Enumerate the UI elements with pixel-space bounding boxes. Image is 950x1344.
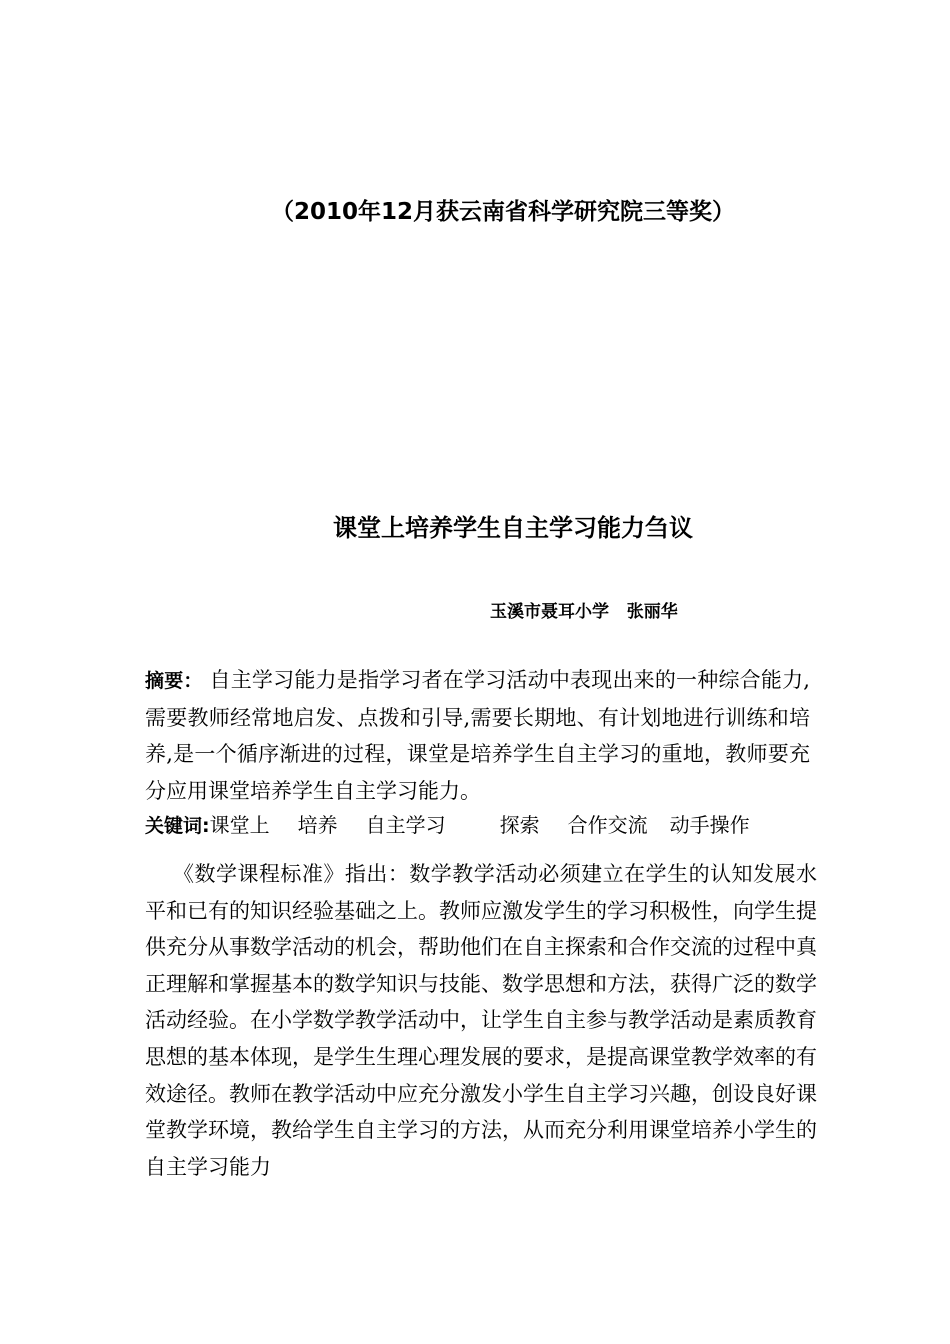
keywords-label: 关键词: (145, 815, 210, 837)
keyword: 探索 (499, 813, 540, 837)
abstract-text: 自主学习能力是指学习者在学习活动中表现出来的一种综合能力,需要教师经常地启发、点拨和引导,需要长期地、有计划地进行训练和培养,是一个循序渐进的过程，课堂是培养学生自主学习的重地，教师要充分应用课堂培养学生自主学习能力。 (145, 668, 810, 803)
page-title: 课堂上培养学生自主学习能力刍议 (333, 514, 693, 542)
abstract-label: 摘要： (145, 670, 203, 692)
keyword: 自主学习 (365, 813, 446, 837)
body-paragraph: 《数学课程标准》指出：数学教学活动必须建立在学生的认知发展水平和已有的知识经验基础之上。教师应激发学生的学习积极性，向学生提供充分从事数学活动的机会，帮助他们在自主探索和合作交流的过程中真正理解和掌握基本的数学知识与技能、数学思想和方法，获得广泛的数学活动经验。在小学数学教学活动中，让学生自主参与教学活动是素质教育思想的基本体现，是学生生理心理发展的要求，是提高课堂教学效率的有效途径。教师在教学活动中应充分激发小学生自主学习兴趣，创设良好课堂教学环境，教给学生自主学习的方法，从而充分利用课堂培养小学生的自主学习能力 (145, 862, 817, 1179)
award-note: （2010年12月获云南省科学研究院三等奖） (270, 199, 736, 225)
keyword: 培养 (297, 813, 338, 837)
abstract-paragraph (145, 662, 810, 809)
author-line: 玉溪市聂耳小学 张丽华 (490, 602, 678, 622)
keyword: 课堂上 (209, 813, 270, 837)
keyword: 合作交流 (567, 813, 648, 837)
keywords-line (145, 814, 815, 838)
keyword: 动手操作 (669, 813, 750, 837)
